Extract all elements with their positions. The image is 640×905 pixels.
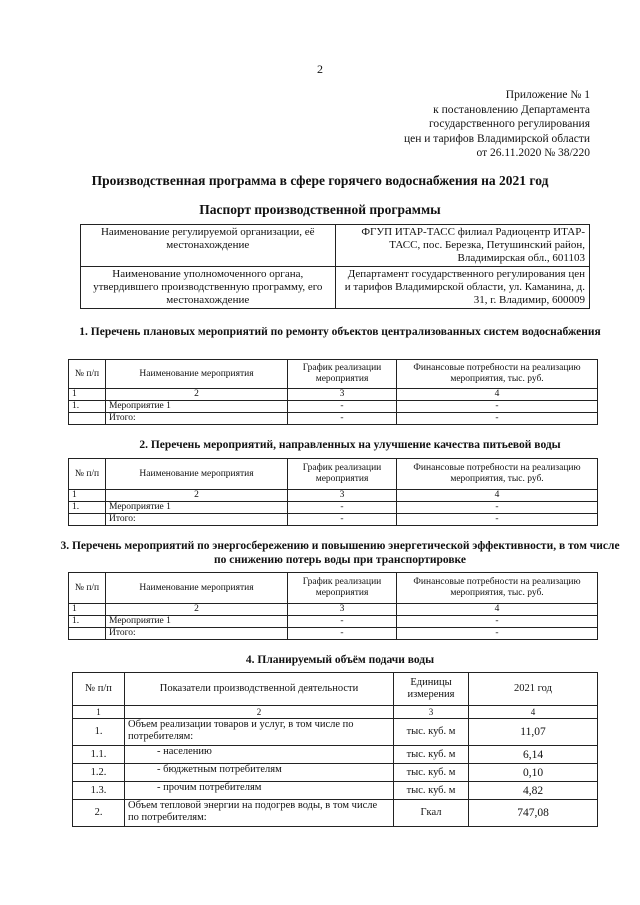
table-row <box>73 706 598 719</box>
row-name: Мероприятие 1 <box>106 616 288 628</box>
col-number: 3 <box>288 389 397 401</box>
col-number: 1 <box>69 389 106 401</box>
row-value: 4,82 <box>469 782 598 800</box>
passport-title: Паспорт производственной программы <box>199 202 441 217</box>
row-unit: тыс. куб. м <box>394 719 469 746</box>
row-schedule: - <box>288 413 397 425</box>
row-num: 2. <box>73 800 125 827</box>
row-name: Мероприятие 1 <box>106 502 288 514</box>
row-finance: - <box>397 616 598 628</box>
table-row <box>69 502 598 514</box>
row-num: 1.3. <box>73 782 125 800</box>
row-num: 1.2. <box>73 764 125 782</box>
header-name: Наименование мероприятия <box>106 360 288 389</box>
row-schedule: - <box>288 514 397 526</box>
col-number: 1 <box>69 604 106 616</box>
table-row <box>69 604 598 616</box>
row-finance: - <box>397 502 598 514</box>
col-number: 1 <box>73 706 125 719</box>
row-unit: Гкал <box>394 800 469 827</box>
header-num: № п/п <box>69 573 106 604</box>
col-number: 3 <box>288 604 397 616</box>
section-1-table <box>68 359 598 425</box>
row-indicator: Объем реализации товаров и услуг, в том числе по потребителям: <box>125 719 394 746</box>
appendix-line: цен и тарифов Владимирской области <box>403 132 590 145</box>
appendix-line: Приложение № 1 <box>505 89 590 101</box>
col-number: 3 <box>394 706 469 719</box>
table-row <box>69 389 598 401</box>
header-num: № п/п <box>69 360 106 389</box>
header-finance: Финансовые потребности на реализацию мероприятия, тыс. руб. <box>397 360 598 389</box>
row-num <box>69 628 106 640</box>
row-value: 6,14 <box>469 746 598 764</box>
row-schedule: - <box>288 401 397 413</box>
table-header-row <box>69 573 598 604</box>
section-4-title: 4. Планируемый объём подачи воды <box>245 654 435 666</box>
header-num: № п/п <box>73 673 125 706</box>
row-value: 747,08 <box>469 800 598 827</box>
row-finance: - <box>397 514 598 526</box>
table-row <box>73 800 598 827</box>
table-row <box>69 401 598 413</box>
row-total: Итого: <box>106 514 288 526</box>
row-num: 1. <box>69 502 106 514</box>
table-row <box>81 267 590 309</box>
row-total: Итого: <box>106 413 288 425</box>
section-3-title: 3. Перечень мероприятий по энергосбережению и повышению энергетической эффективности, в том числе по снижению потерь воды при транспортировке <box>60 540 620 566</box>
table-row <box>73 719 598 746</box>
table-row <box>81 225 590 267</box>
col-number: 4 <box>397 389 598 401</box>
header-schedule: График реализации мероприятия <box>288 360 397 389</box>
row-indicator: - прочим потребителям <box>125 782 394 800</box>
page-number: 2 <box>317 62 323 76</box>
row-indicator: Объем тепловой энергии на подогрев воды, в том числе по потребителям: <box>125 800 394 827</box>
col-number: 2 <box>125 706 394 719</box>
header-finance: Финансовые потребности на реализацию мероприятия, тыс. руб. <box>397 459 598 490</box>
row-schedule: - <box>288 502 397 514</box>
appendix-block <box>330 88 590 161</box>
col-number: 2 <box>106 490 288 502</box>
header-unit: Единицы измерения <box>394 673 469 706</box>
header-num: № п/п <box>69 459 106 490</box>
row-finance: - <box>397 401 598 413</box>
table-header-row <box>69 459 598 490</box>
header-name: Наименование мероприятия <box>106 573 288 604</box>
row-num: 1.1. <box>73 746 125 764</box>
row-finance: - <box>397 413 598 425</box>
table-row <box>73 746 598 764</box>
section-2-table <box>68 458 598 526</box>
section-4-table <box>72 672 598 827</box>
appendix-line: к постановлению Департамента <box>433 103 590 116</box>
row-indicator: - бюджетным потребителям <box>125 764 394 782</box>
col-number: 4 <box>397 490 598 502</box>
row-num: 1. <box>69 401 106 413</box>
table-row <box>69 490 598 502</box>
appendix-line: государственного регулирования <box>428 118 590 130</box>
table-header-row <box>73 673 598 706</box>
row-finance: - <box>397 628 598 640</box>
header-year: 2021 год <box>469 673 598 706</box>
row-num <box>69 514 106 526</box>
table-header-row <box>69 360 598 389</box>
header-finance: Финансовые потребности на реализацию мероприятия, тыс. руб. <box>397 573 598 604</box>
row-unit: тыс. куб. м <box>394 764 469 782</box>
col-number: 3 <box>288 490 397 502</box>
table-row <box>73 782 598 800</box>
header-schedule: График реализации мероприятия <box>288 459 397 490</box>
row-num: 1. <box>73 719 125 746</box>
row-indicator: - населению <box>125 746 394 764</box>
col-number: 2 <box>106 389 288 401</box>
passport-value: ФГУП ИТАР-ТАСС филиал Радиоцентр ИТАР-ТАСС, пос. Березка, Петушинский район, Владимирская обл., 601103 <box>335 225 590 267</box>
row-schedule: - <box>288 616 397 628</box>
section-3-table <box>68 572 598 640</box>
table-row <box>69 616 598 628</box>
row-value: 11,07 <box>469 719 598 746</box>
header-name: Наименование мероприятия <box>106 459 288 490</box>
header-schedule: График реализации мероприятия <box>288 573 397 604</box>
col-number: 2 <box>106 604 288 616</box>
passport-label: Наименование регулируемой организации, её местонахождение <box>81 225 336 267</box>
col-number: 4 <box>469 706 598 719</box>
section-2-title: 2. Перечень мероприятий, направленных на улучшение качества питьевой воды <box>139 439 561 451</box>
header-indicator: Показатели производственной деятельности <box>125 673 394 706</box>
document-title: Производственная программа в сфере горячего водоснабжения на 2021 год <box>91 173 549 188</box>
table-row <box>73 764 598 782</box>
row-unit: тыс. куб. м <box>394 782 469 800</box>
row-name: Мероприятие 1 <box>106 401 288 413</box>
passport-label: Наименование уполномоченного органа, утвердившего производственную программу, его местонахождение <box>81 267 336 309</box>
row-unit: тыс. куб. м <box>394 746 469 764</box>
row-num <box>69 413 106 425</box>
table-row <box>69 628 598 640</box>
row-num: 1. <box>69 616 106 628</box>
col-number: 4 <box>397 604 598 616</box>
passport-value: Департамент государственного регулирования цен и тарифов Владимирской области, ул. Каманина, д. 31, г. Владимир, 600009 <box>335 267 590 309</box>
row-total: Итого: <box>106 628 288 640</box>
passport-table <box>80 224 590 309</box>
appendix-line: от 26.11.2020 № 38/220 <box>476 147 590 159</box>
table-row <box>69 413 598 425</box>
col-number: 1 <box>69 490 106 502</box>
row-value: 0,10 <box>469 764 598 782</box>
table-row <box>69 514 598 526</box>
section-1-title: 1. Перечень плановых мероприятий по ремонту объектов централизованных систем водоснабжения <box>79 326 601 338</box>
row-schedule: - <box>288 628 397 640</box>
